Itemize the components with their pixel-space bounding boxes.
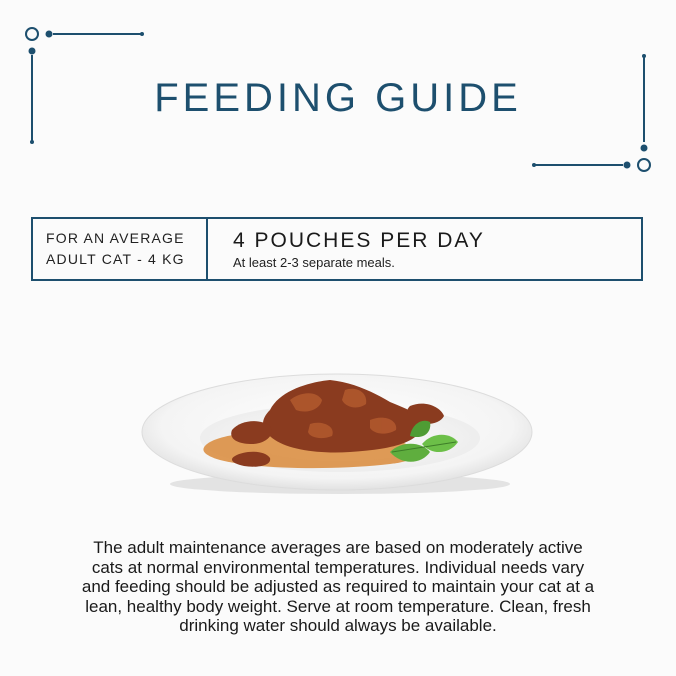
feeding-description: The adult maintenance averages are based on moderately active cats at normal environmental temperatures. Individual needs vary and feeding should be adjusted as required to maintain your cat at a lean, healthy body weight. Serve at room temperature. Clean, fresh drinking water should always be available.	[81, 538, 595, 635]
plate-illustration	[140, 360, 540, 500]
cat-profile-line-2: ADULT CAT - 4 KG	[46, 251, 185, 267]
cat-profile-line-1: FOR AN AVERAGE	[46, 230, 185, 246]
meals-note: At least 2-3 separate meals.	[233, 254, 395, 270]
page-title: FEEDING GUIDE	[154, 76, 522, 120]
portion-cell	[208, 219, 641, 279]
daily-portion: 4 POUCHES PER DAY	[233, 228, 485, 252]
feeding-guide-box	[31, 217, 643, 281]
cat-profile-cell	[33, 219, 208, 279]
